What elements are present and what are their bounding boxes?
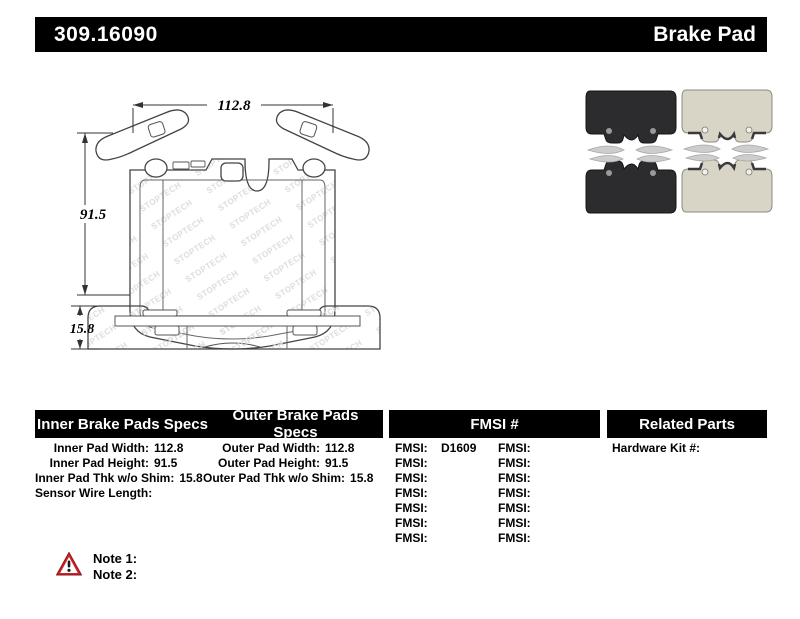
outer-spec-row: Outer Pad Thk w/o Shim: 15.8 [203,471,374,485]
plate-tab-2 [191,161,205,167]
right-ear-clip [276,110,369,160]
inner-spec-row: Inner Pad Thk w/o Shim: 15.8 [35,471,203,485]
side-tab-left [155,326,179,335]
fmsi-row: FMSI: [395,516,428,530]
inner-spec-row: Sensor Wire Length: [35,486,153,500]
pad-photo-friction-bottom [682,160,772,212]
fmsi-row: FMSI: [498,501,531,515]
inner-specs-column [35,441,203,501]
note-row: Note 2: [93,567,138,582]
related-part-row: Hardware Kit #: [612,441,701,455]
title-bar [35,17,767,52]
fmsi-row: FMSI: [395,501,428,515]
technical-drawing [55,78,395,373]
pads-specs-header [35,407,383,441]
fmsi-row: FMSI: [498,456,531,470]
fmsi-row: FMSI: [498,516,531,530]
backing-plate-strip [115,316,360,326]
left-guide-hole [145,159,167,177]
plate-tab-1 [173,162,189,169]
fmsi-row: FMSI: [395,471,428,485]
notes-section [93,551,137,583]
dim-width-label: 112.8 [217,98,251,114]
side-clip-left [143,310,177,316]
left-ear-clip [96,110,189,160]
fmsi-header: FMSI # [389,410,600,438]
outer-spec-row: Outer Pad Height: 91.5 [217,456,349,470]
center-hole [221,163,243,181]
fmsi-row: FMSI: [498,471,531,485]
outer-spec-row: Outer Pad Width: 112.8 [222,441,355,455]
dim-height-label: 91.5 [79,207,107,223]
outer-specs-header: Outer Brake Pads Specs [232,407,359,441]
fmsi-column-1 [395,441,495,546]
product-photo [578,85,778,220]
inner-spec-row: Inner Pad Width: 112.8 [53,441,184,455]
fmsi-row: FMSI: [395,531,428,545]
shim-clips [588,145,768,162]
fmsi-row: FMSI: [498,486,531,500]
fmsi-row: FMSI: [395,456,428,470]
pad-photo-friction-top [682,90,772,142]
fmsi-row: FMSI: [498,441,531,455]
fmsi-row: FMSI: [395,486,428,500]
product-type-title: Brake Pad [653,22,756,46]
dim-thickness-label: 15.8 [69,322,95,337]
inner-spec-row: Inner Pad Height: 91.5 [49,456,178,470]
fmsi-row: FMSI: [498,531,531,545]
inner-specs-header: Inner Brake Pads Specs [37,415,208,433]
pad-photo-back-top [586,91,676,143]
outer-specs-column [203,441,374,486]
related-parts-column [612,441,762,456]
side-tab-right [293,326,317,335]
note-row: Note 1: [93,551,138,566]
pad-photo-back-bottom [586,161,676,213]
side-clip-right [287,310,321,316]
warning-triangle-icon [55,551,83,577]
fmsi-column-2 [498,441,598,546]
right-guide-hole [303,159,325,177]
fmsi-row: FMSI: D1609 [395,441,477,455]
related-parts-header: Related Parts [607,410,767,438]
part-number: 309.16090 [54,22,158,46]
